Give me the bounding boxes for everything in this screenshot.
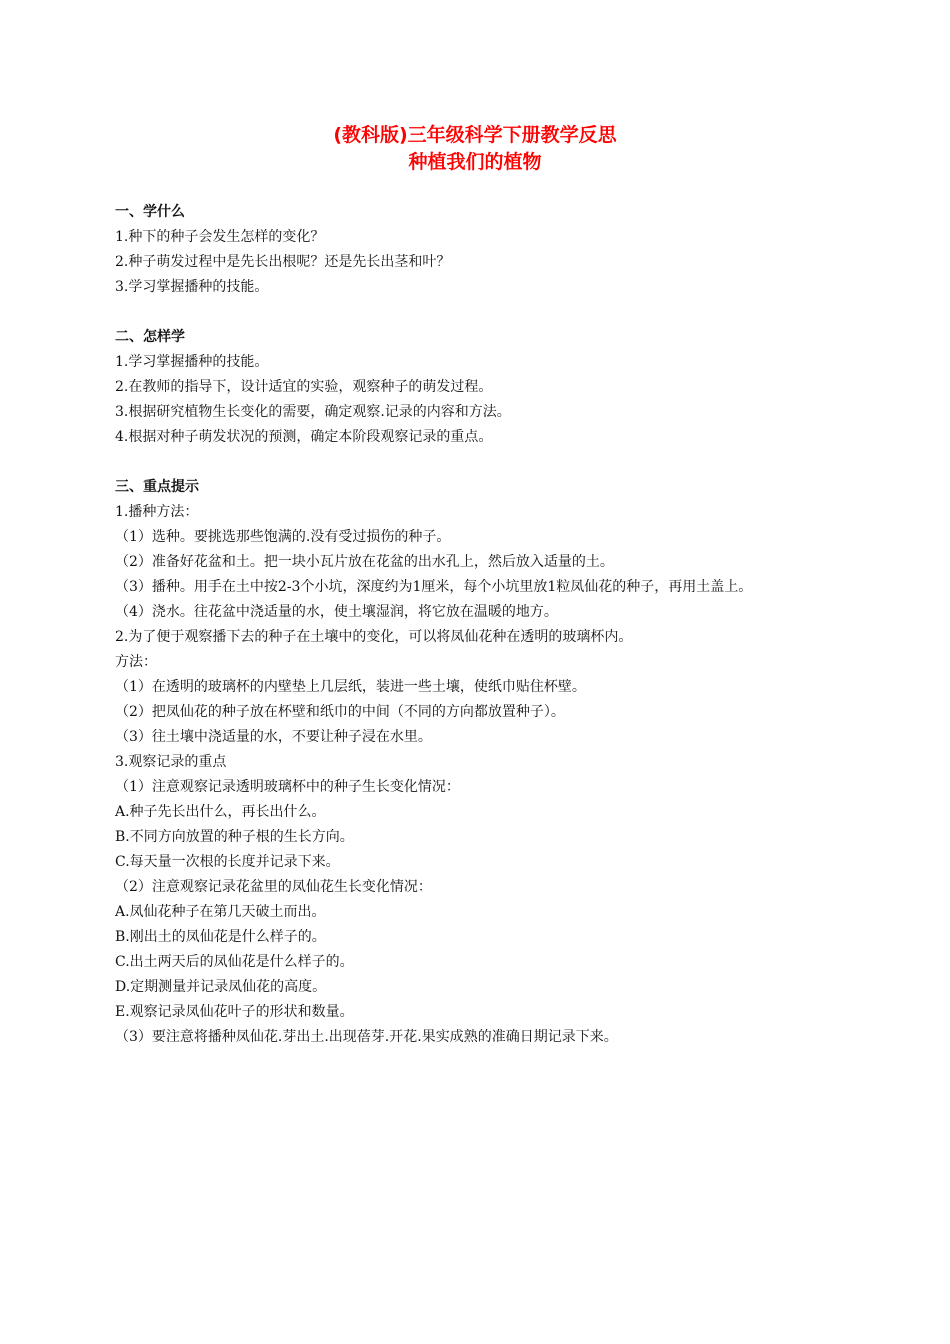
document-body [115,200,845,1075]
text-line: （3）往土壤中浇适量的水，不要让种子浸在水里。 [115,729,432,745]
text-line: E.观察记录凤仙花叶子的形状和数量。 [115,1004,354,1020]
text-line: 方法： [115,654,157,670]
text-line: 2.为了便于观察播下去的种子在土壤中的变化，可以将凤仙花种在透明的玻璃杯内。 [115,629,633,645]
text-line: 1.学习掌握播种的技能。 [115,354,269,370]
text-line: A.凤仙花种子在第几天破土而出。 [115,904,326,920]
text-line: （2）准备好花盆和土。把一块小瓦片放在花盆的出水孔上，然后放入适量的土。 [115,554,614,570]
text-line: 2.种子萌发过程中是先长出根呢？还是先长出茎和叶？ [115,254,451,270]
text-line: D.定期测量并记录凤仙花的高度。 [115,979,327,995]
section-heading: 二、怎样学 [115,329,185,345]
text-line: （2）把凤仙花的种子放在杯壁和纸巾的中间（不同的方向都放置种子）。 [115,704,565,720]
text-line: 4.根据对种子萌发状况的预测，确定本阶段观察记录的重点。 [115,429,493,445]
text-line: 3.观察记录的重点 [115,754,227,770]
section-key-points [115,475,845,1050]
text-line: 2.在教师的指导下，设计适宜的实验，观察种子的萌发过程。 [115,379,493,395]
section-how-to-learn [115,325,845,450]
text-line: A.种子先长出什么，再长出什么。 [115,804,326,820]
text-line: 1.种下的种子会发生怎样的变化？ [115,229,325,245]
text-line: C.出土两天后的凤仙花是什么样子的。 [115,954,354,970]
text-line: B.刚出土的凤仙花是什么样子的。 [115,929,326,945]
text-line: 3.根据研究植物生长变化的需要，确定观察.记录的内容和方法。 [115,404,511,420]
section-what-to-learn [115,200,845,300]
text-line: （1）注意观察记录透明玻璃杯中的种子生长变化情况： [115,779,460,795]
text-line: （1）在透明的玻璃杯的内壁垫上几层纸，装进一些土壤，使纸巾贴住杯壁。 [115,679,586,695]
text-line: （2）注意观察记录花盆里的凤仙花生长变化情况： [115,879,432,895]
text-line: C.每天量一次根的长度并记录下来。 [115,854,340,870]
text-line: （3）要注意将播种凤仙花.芽出土.出现蓓芽.开花.果实成熟的准确日期记录下来。 [115,1029,618,1045]
text-line: （4）浇水。往花盆中浇适量的水，使土壤湿润，将它放在温暖的地方。 [115,604,558,620]
title-line-main: (教科版)三年级科学下册教学反思 [333,124,617,146]
text-line: （1）选种。要挑选那些饱满的.没有受过损伤的种子。 [115,529,451,545]
text-line: 1.播种方法： [115,504,199,520]
text-line: 3.学习掌握播种的技能。 [115,279,269,295]
text-line: B.不同方向放置的种子根的生长方向。 [115,829,354,845]
document-title [0,122,950,176]
text-line: （3）播种。用手在土中按2-3个小坑，深度约为1厘米，每个小坑里放1粒凤仙花的种子，再用土盖上。 [115,579,753,595]
title-line-sub: 种植我们的植物 [408,151,542,173]
section-heading: 三、重点提示 [115,479,199,495]
section-heading: 一、学什么 [115,204,185,220]
